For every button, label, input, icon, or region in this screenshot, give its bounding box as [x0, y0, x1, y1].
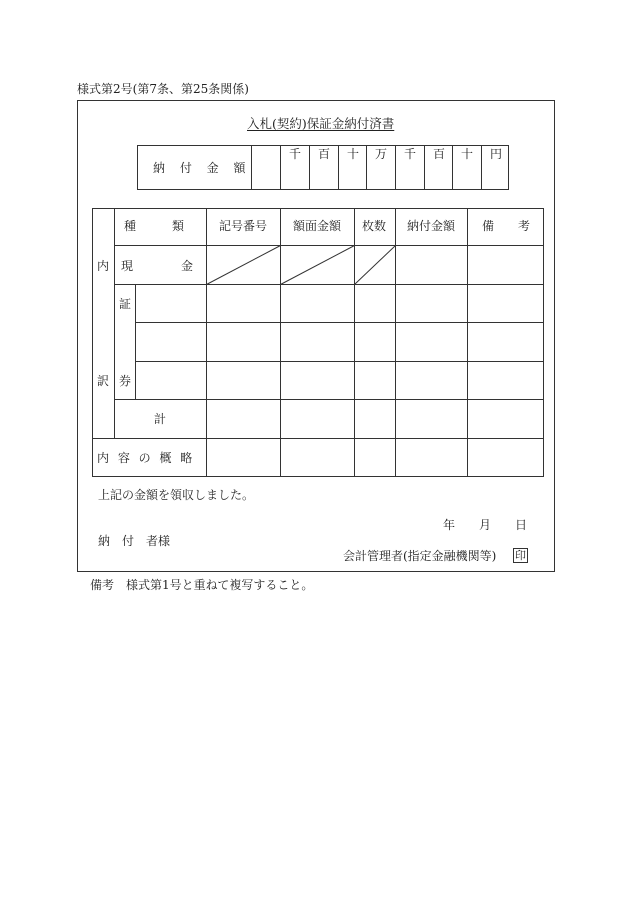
header-type: 種 類 — [124, 219, 185, 233]
header-face-value: 額面金額 — [293, 219, 342, 233]
note-text: 備考 様式第1号と重ねて複写すること。 — [90, 578, 314, 592]
side-label-top: 内 — [97, 259, 110, 273]
amount-unit: 万 — [375, 147, 388, 161]
amount-unit: 十 — [347, 147, 360, 161]
total-label: 計 — [154, 412, 167, 426]
payer-label: 納 付 者様 — [98, 534, 171, 548]
amount-unit: 十 — [461, 147, 474, 161]
amount-unit: 千 — [404, 147, 417, 161]
receipt-text: 上記の金額を領収しました。 — [98, 488, 255, 502]
date-year: 年 — [443, 518, 456, 532]
header-paid-amount: 納付金額 — [407, 219, 456, 233]
header-code-number: 記号番号 — [219, 219, 268, 233]
securities-label-top: 証 — [119, 297, 132, 311]
date-month: 月 — [479, 518, 492, 532]
detail-table-border — [93, 209, 544, 477]
form-number: 様式第2号(第7条、第25条関係) — [77, 82, 249, 96]
summary-label: 内 容 の 概 略 — [97, 451, 193, 465]
amount-label: 納 付 金 額 — [153, 161, 246, 175]
header-remarks: 備 考 — [482, 219, 531, 233]
amount-unit: 百 — [318, 147, 331, 161]
side-label-bottom: 訳 — [97, 374, 110, 388]
header-count: 枚数 — [362, 219, 387, 233]
seal-mark: 印 — [515, 549, 526, 562]
form-title: 入札(契約)保証金納付済書 — [247, 116, 395, 131]
amount-unit: 円 — [490, 147, 503, 161]
cash-label: 現 金 — [121, 259, 194, 273]
securities-label-bottom: 券 — [119, 374, 132, 388]
amount-unit: 千 — [289, 147, 302, 161]
treasurer-label: 会計管理者(指定金融機関等) — [343, 549, 497, 563]
amount-unit: 百 — [433, 147, 446, 161]
date-day: 日 — [515, 518, 528, 532]
